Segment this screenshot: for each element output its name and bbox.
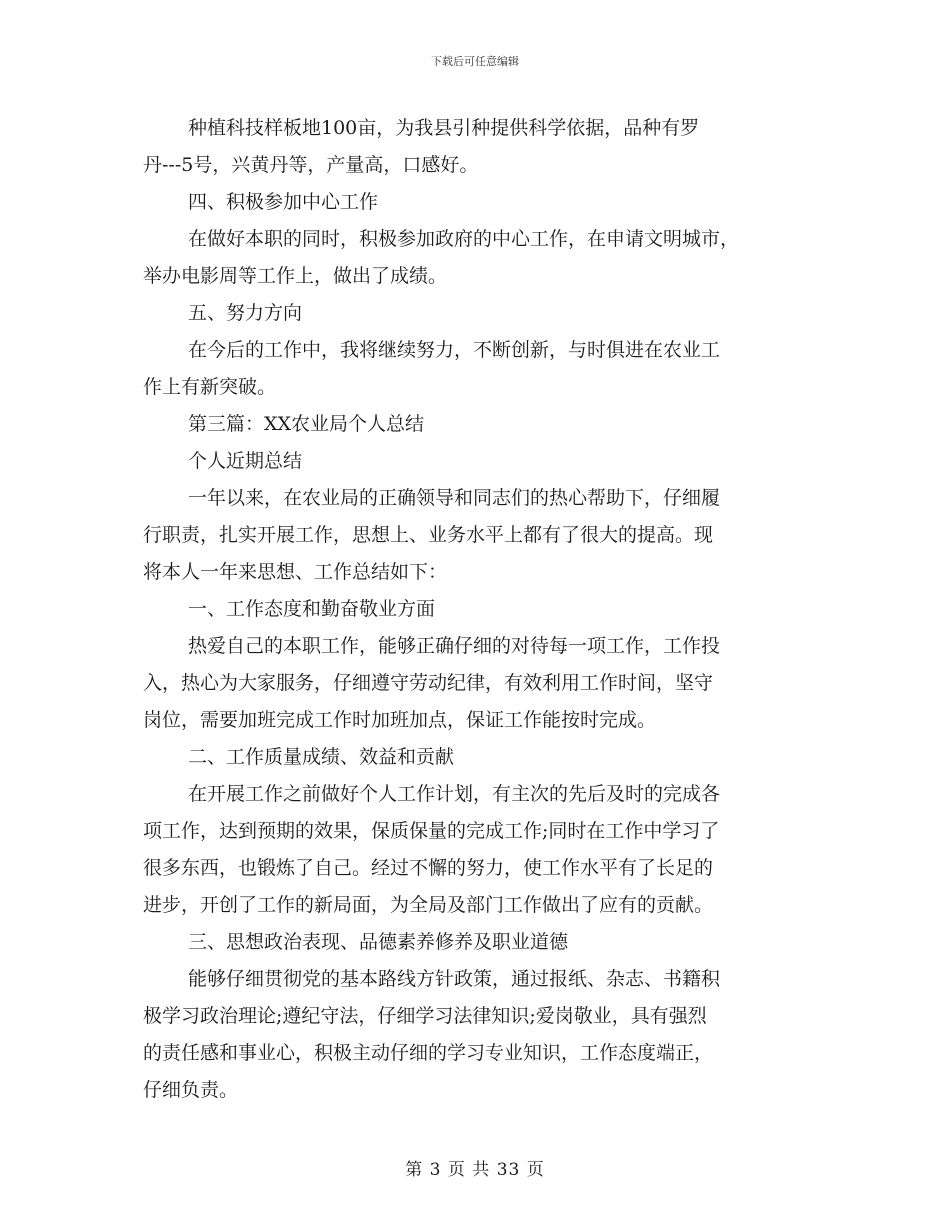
text-line: 丹---5号，兴黄丹等，产量高，口感好。 bbox=[143, 154, 479, 176]
text-line: 极学习政治理论;遵纪守法，仔细学习法律知识;爱岗敬业，具有强烈 bbox=[143, 1005, 707, 1027]
text-line: 第三篇：XX农业局个人总结 bbox=[188, 413, 425, 435]
text-line: 在今后的工作中，我将继续努力，不断创新，与时俱进在农业工 bbox=[188, 339, 721, 361]
text-line: 进步，开创了工作的新局面，为全局及部门工作做出了应有的贡献。 bbox=[143, 894, 714, 916]
text-line: 仔细负责。 bbox=[143, 1079, 239, 1101]
text-line: 很多东西，也锻炼了自己。经过不懈的努力，使工作水平有了长足的 bbox=[143, 857, 714, 879]
text-line: 二、工作质量成绩、效益和贡献 bbox=[188, 746, 455, 768]
text-line: 举办电影周等工作上，做出了成绩。 bbox=[143, 265, 448, 287]
text-line: 在做好本职的同时，积极参加政府的中心工作，在申请文明城市， bbox=[188, 228, 740, 250]
page-number-footer: 第 3 页 共 33 页 bbox=[405, 1160, 545, 1180]
text-line: 岗位，需要加班完成工作时加班加点，保证工作能按时完成。 bbox=[143, 709, 657, 731]
page-header: 下载后可任意编辑 bbox=[431, 55, 519, 68]
text-line: 入，热心为大家服务，仔细遵守劳动纪律，有效利用工作时间，坚守 bbox=[143, 672, 714, 694]
text-line: 行职责，扎实开展工作，思想上、业务水平上都有了很大的提高。现 bbox=[143, 524, 714, 546]
text-line: 种植科技样板地100亩，为我县引种提供科学依据，品种有罗 bbox=[188, 117, 700, 139]
text-line: 热爱自己的本职工作，能够正确仔细的对待每一项工作，工作投 bbox=[188, 635, 721, 657]
text-line: 一、工作态度和勤奋敬业方面 bbox=[188, 598, 436, 620]
text-line: 作上有新突破。 bbox=[143, 376, 277, 398]
text-line: 在开展工作之前做好个人工作计划，有主次的先后及时的完成各 bbox=[188, 783, 721, 805]
text-line: 能够仔细贯彻党的基本路线方针政策，通过报纸、杂志、书籍积 bbox=[188, 968, 721, 990]
document-body bbox=[143, 110, 811, 1109]
text-line: 个人近期总结 bbox=[188, 450, 303, 472]
text-line: 一年以来，在农业局的正确领导和同志们的热心帮助下，仔细履 bbox=[188, 487, 721, 509]
text-line: 五、努力方向 bbox=[188, 302, 303, 324]
text-line: 项工作，达到预期的效果，保质保量的完成工作;同时在工作中学习了 bbox=[143, 820, 720, 842]
text-line: 三、思想政治表现、品德素养修养及职业道德 bbox=[188, 931, 569, 953]
text-line: 的责任感和事业心，积极主动仔细的学习专业知识，工作态度端正， bbox=[143, 1042, 714, 1064]
text-line: 四、积极参加中心工作 bbox=[188, 191, 379, 213]
text-line: 将本人一年来思想、工作总结如下： bbox=[143, 561, 448, 583]
